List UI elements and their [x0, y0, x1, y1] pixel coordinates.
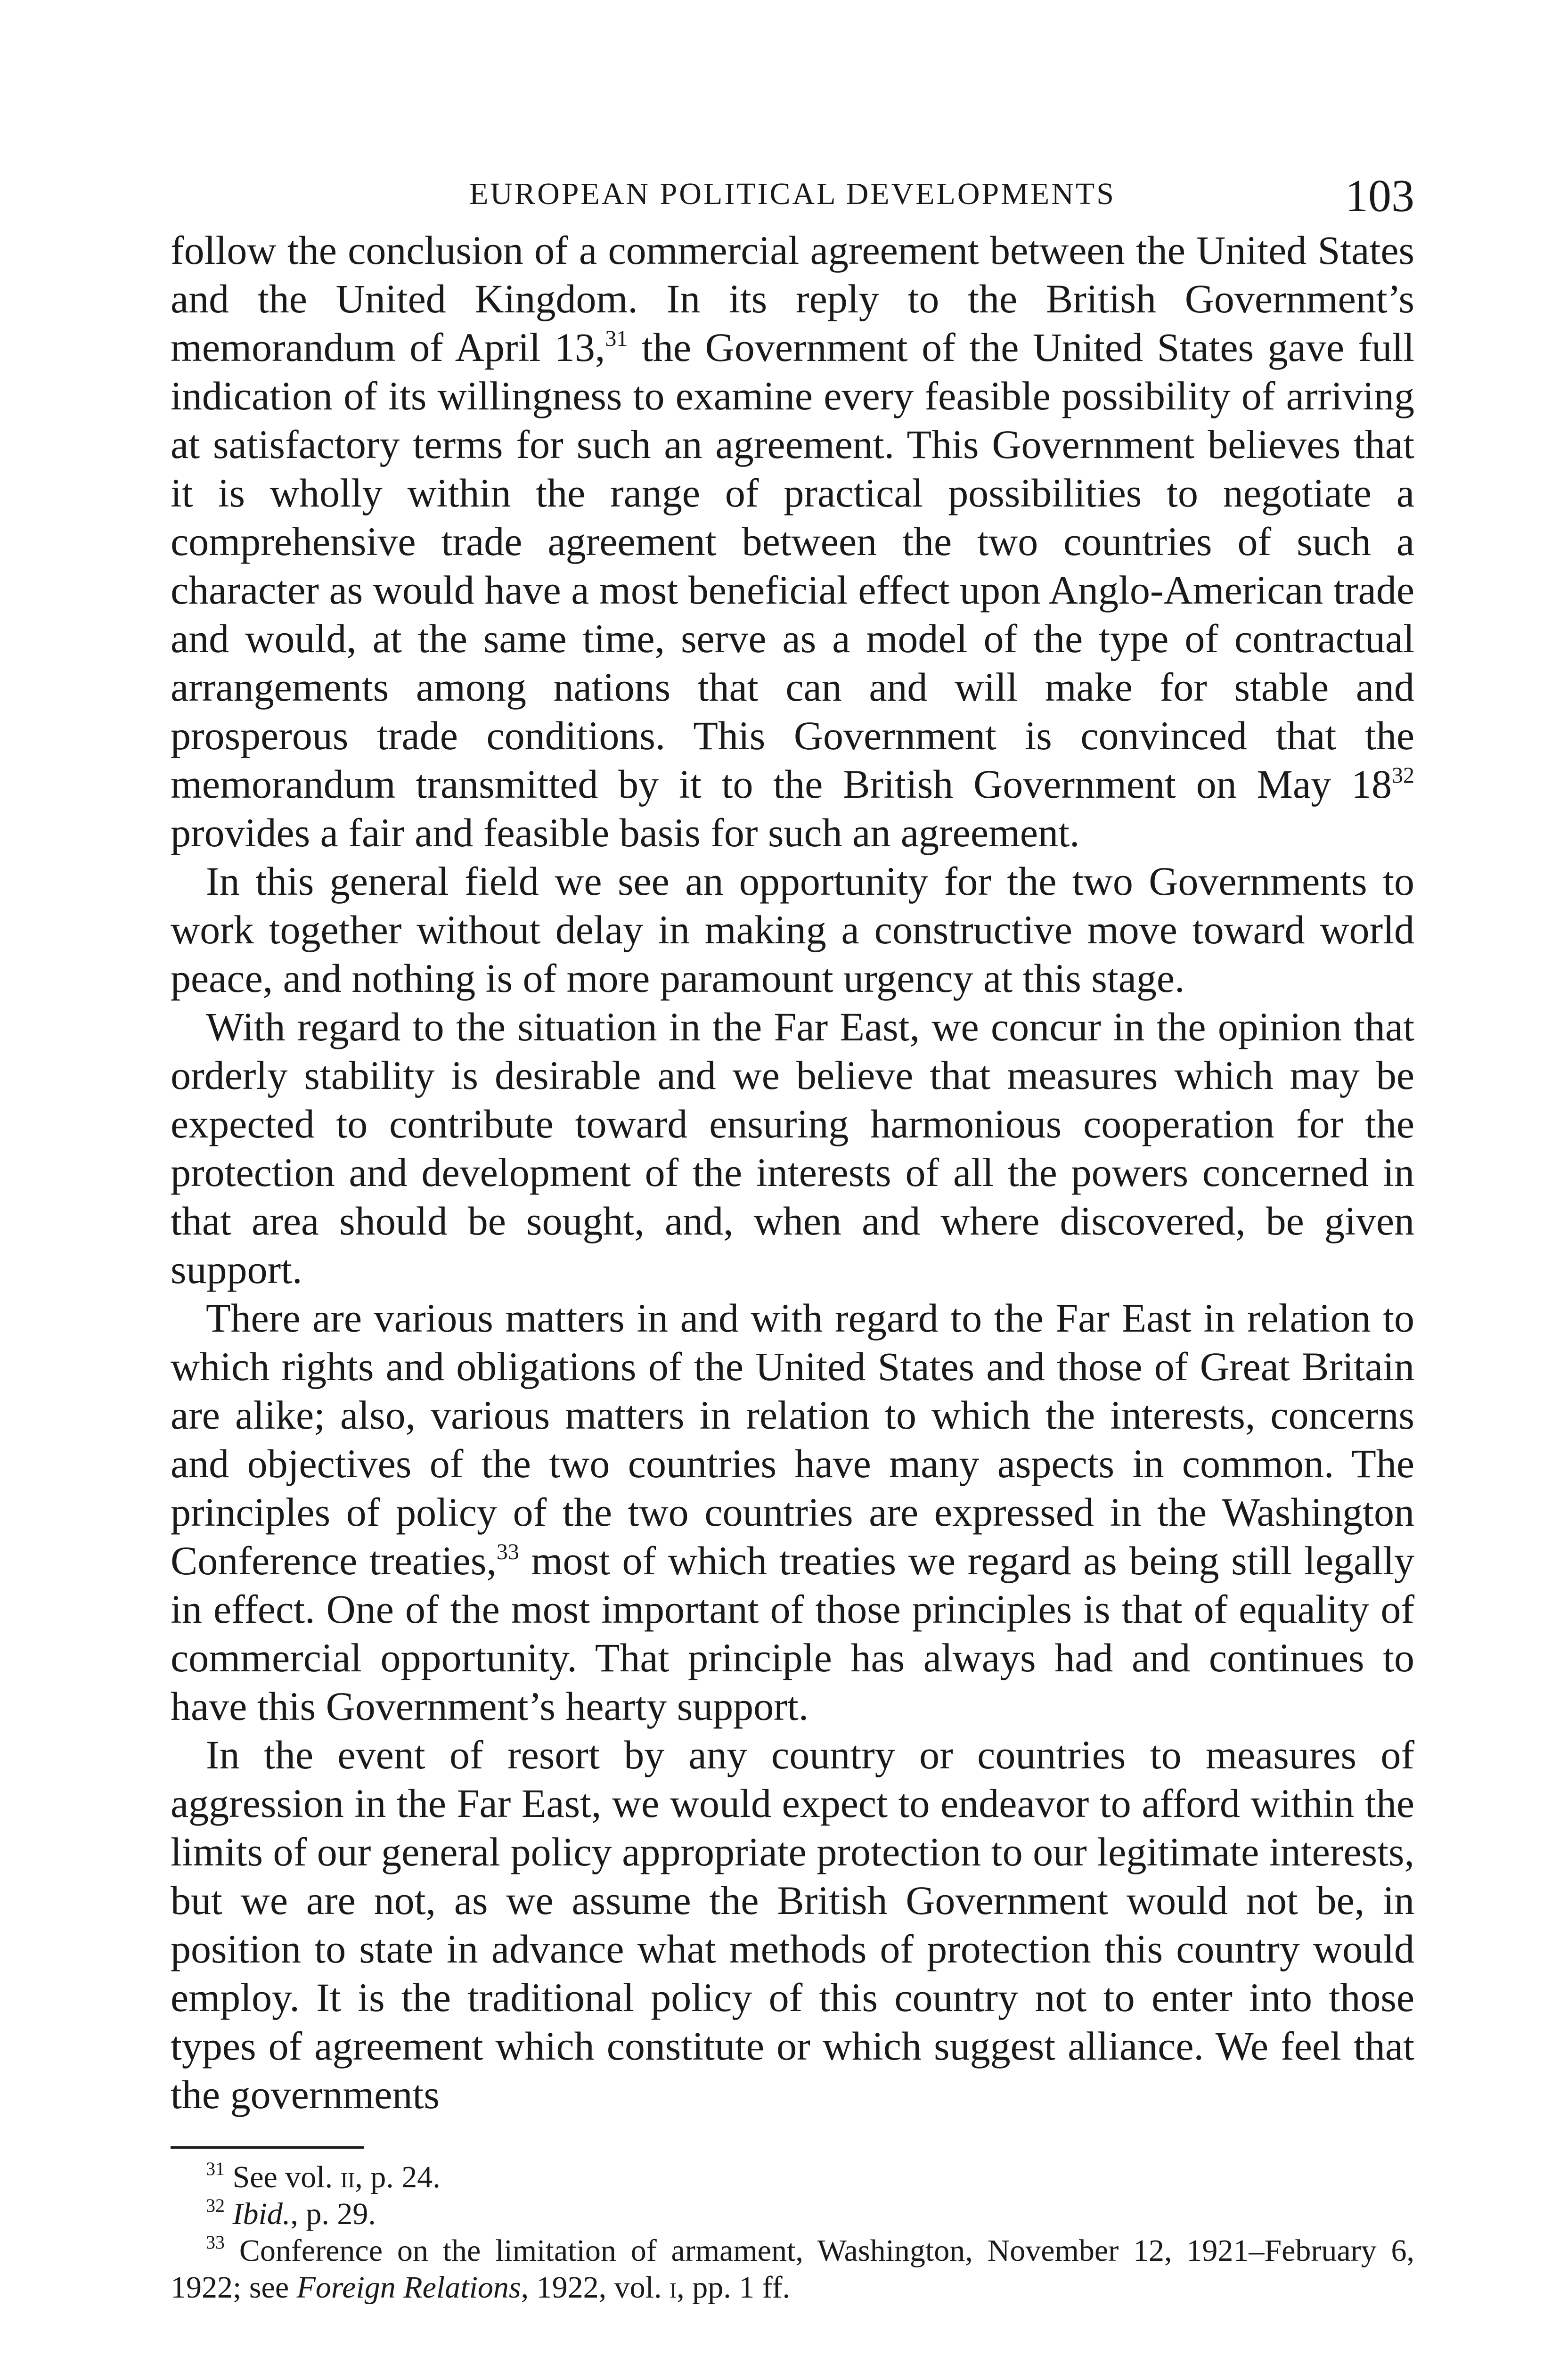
- paragraph-5: In the event of resort by any country or countries to measures of aggression in the Far East, we would expect to endeavor to afford within the limits of our general policy appropriate protection to our legitimate interests, but we are not, as we assume the British Government would not be, in position to state in advance what methods of protection this country would employ. It is the traditional policy of this country not to enter into those types of agreement which constitute or which suggest alliance. We feel that the governments: [171, 1732, 1414, 2117]
- page-number: 103: [1345, 171, 1414, 221]
- footnote-33-italic: Foreign Relations: [296, 2270, 521, 2305]
- paragraph-4: [171, 1294, 1414, 1731]
- footnote-32: [171, 2196, 1414, 2233]
- footnote-33-text-b: , 1922, vol.: [521, 2270, 670, 2305]
- paragraph-1: [171, 226, 1414, 857]
- footnote-ref-33: 33: [496, 1539, 519, 1564]
- running-title: EUROPEAN POLITICAL DEVELOPMENTS: [469, 177, 1116, 211]
- footnote-31: [171, 2159, 1414, 2196]
- footnote-33-text-a: Conference on the limitation of armament, Washington, November 12, 1921–February 6, 1922; see: [171, 2233, 1414, 2305]
- footnote-31-volume: ii: [340, 2160, 355, 2194]
- paragraph-1-text-a: follow the conclusion of a commercial agreement between the United States and the United Kingdom. In its reply to the British Government’s memorandum of April 13,: [171, 228, 1414, 370]
- footnote-31-mark: 31: [206, 2158, 225, 2179]
- footnote-33-volume: i: [669, 2270, 677, 2305]
- paragraph-2: In this general field we see an opportunity for the two Governments to work together without delay in making a constructive move toward world peace, and nothing is of more paramount urgency at this stage.: [171, 859, 1414, 1001]
- footnotes: [171, 2159, 1414, 2306]
- footnote-33-mark: 33: [206, 2232, 225, 2253]
- footnote-31-text-a: See vol.: [225, 2160, 341, 2194]
- footnote-33: [171, 2233, 1414, 2306]
- body-text: [171, 226, 1414, 2119]
- footnote-32-ibid: Ibid.: [232, 2197, 291, 2231]
- footnote-31-text-b: , p. 24.: [355, 2160, 441, 2194]
- footnote-divider: [171, 2146, 364, 2149]
- footnote-33-text-c: , pp. 1 ff.: [677, 2270, 791, 2305]
- paragraph-4-text-b: most of which treaties we regard as being still legally in effect. One of the most important of those principles is that of equality of commercial opportunity. That principle has always had and continues to have this Government’s hearty support.: [171, 1538, 1415, 1729]
- footnote-32-text: , p. 29.: [290, 2197, 376, 2231]
- footnote-32-mark: 32: [206, 2195, 225, 2216]
- paragraph-4-text-a: There are various matters in and with regard to the Far East in relation to which rights and obligations of the United States and those of Great Britain are alike; also, various matters in relation to which the interests, concerns and objectives of the two countries have many aspects in common. The principles of policy of the two countries are expressed in the Washington Conference treaties,: [171, 1295, 1414, 1583]
- paragraph-1-text-c: provides a fair and feasible basis for such an agreement.: [171, 810, 1080, 855]
- footnote-ref-32: 32: [1392, 763, 1414, 788]
- page-header: [171, 170, 1414, 226]
- footnote-ref-31: 31: [605, 326, 628, 351]
- paragraph-3: With regard to the situation in the Far East, we concur in the opinion that orderly stability is desirable and we believe that measures which may be expected to contribute toward ensuring harmonious cooperation for the protection and development of the interests of all the powers concerned in that area should be sought, and, when and where discovered, be given support.: [171, 1004, 1414, 1292]
- paragraph-1-text-b: the Government of the United States gave full indication of its willingness to examine every feasible possibility of arriving at satisfactory terms for such an agreement. This Government believes that it is wholly within the range of practical possibilities to negotiate a comprehensive trade agreement between the two countries of such a character as would have a most beneficial effect upon Anglo-American trade and would, at the same time, serve as a model of the type of contractual arrangements among nations that can and will make for stable and prosperous trade conditions. This Government is convinced that the memorandum transmitted by it to the British Government on May 18: [171, 325, 1415, 807]
- document-page: [171, 170, 1414, 2306]
